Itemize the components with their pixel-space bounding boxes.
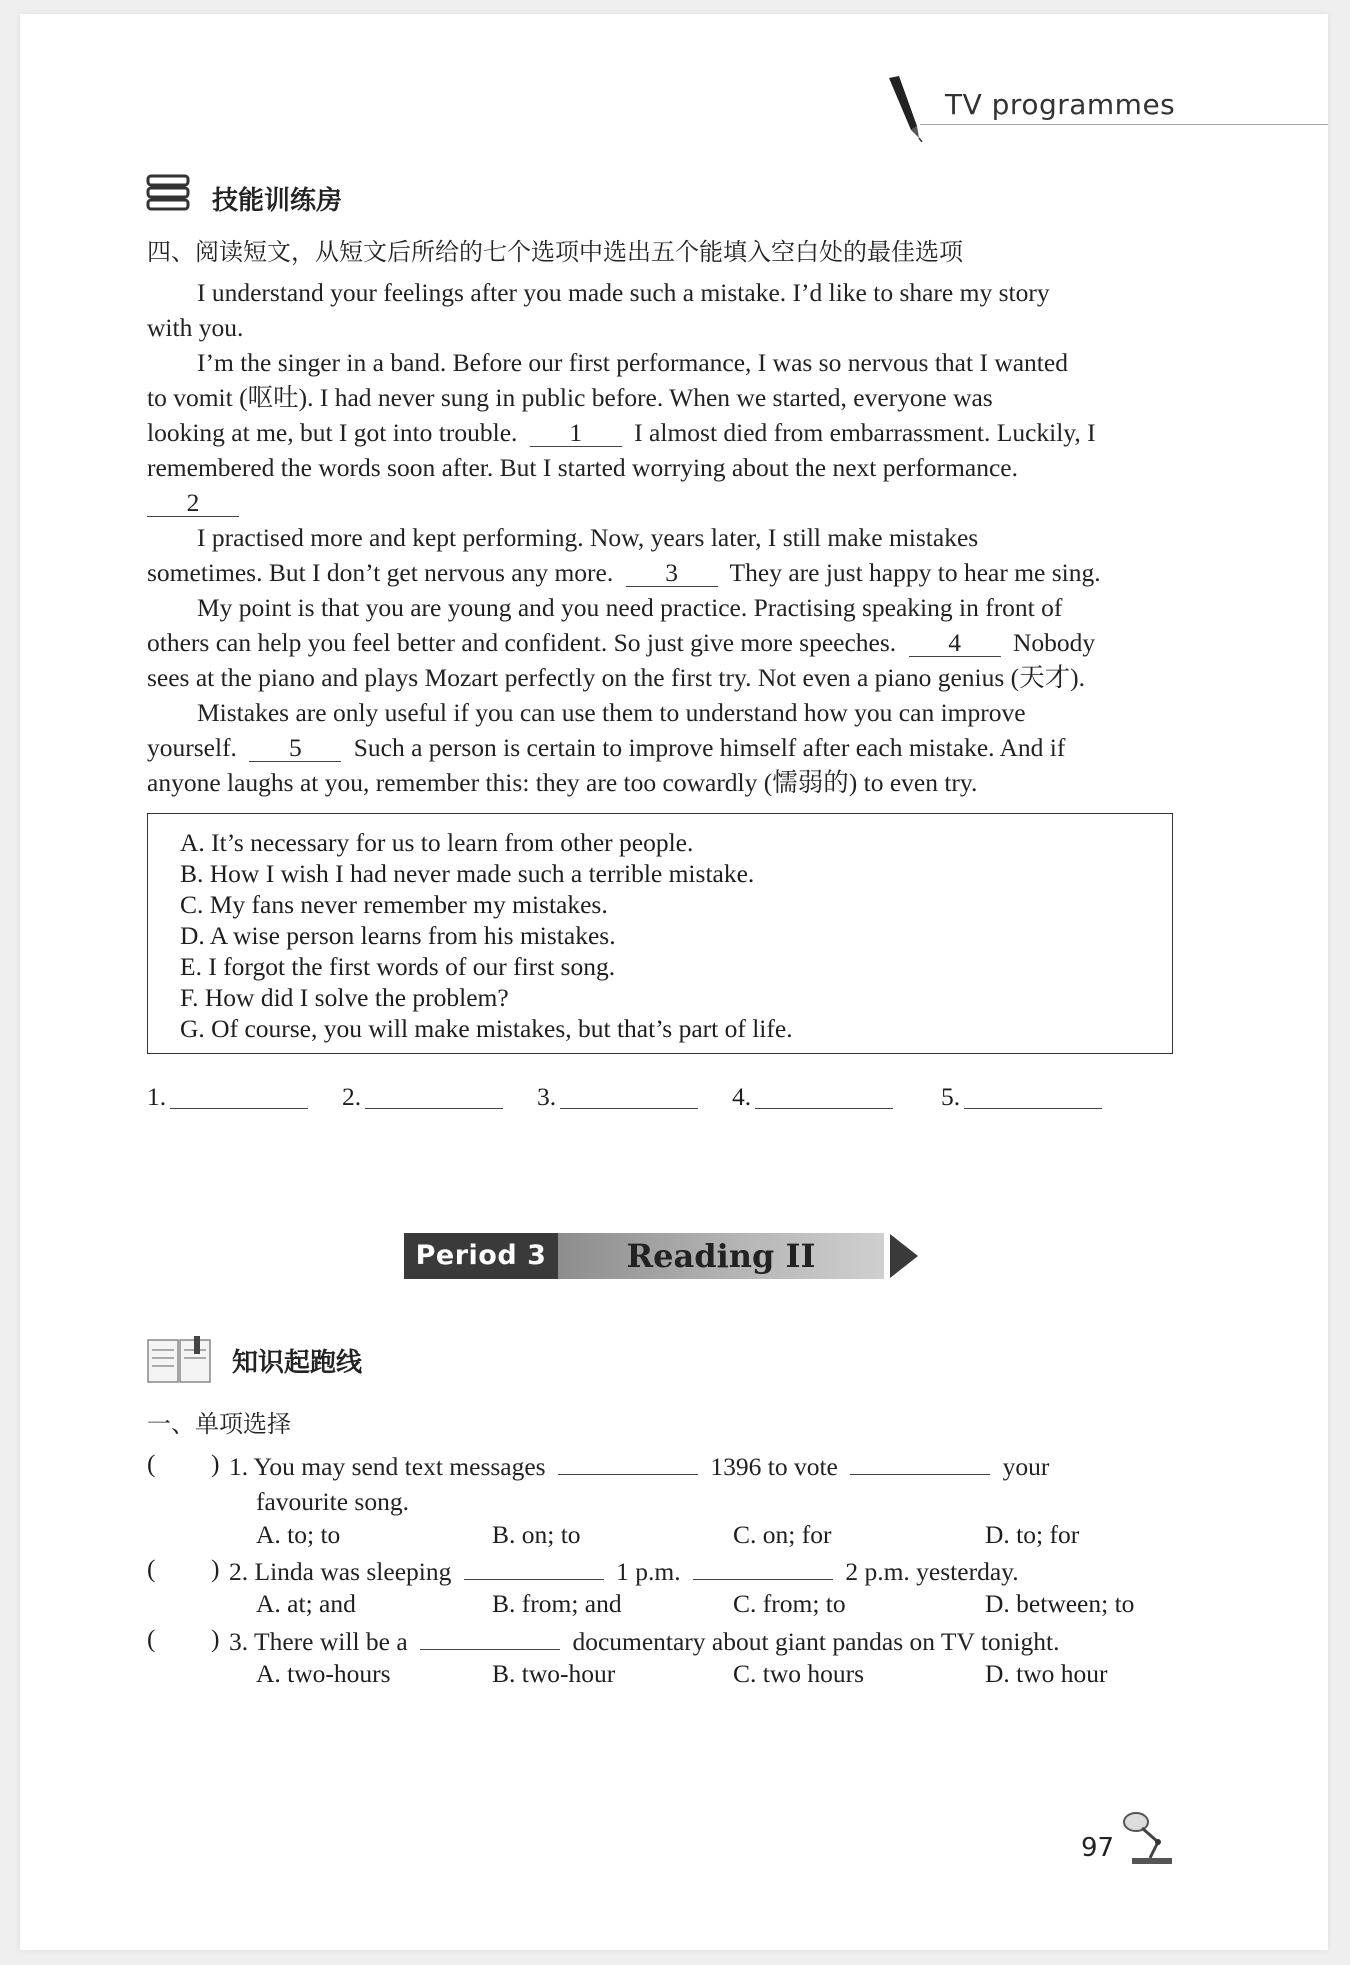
option-d: D. A wise person learns from his mistakes. <box>180 921 616 950</box>
option-a: A. It’s necessary for us to learn from other people. <box>180 828 694 857</box>
answer-slot-2[interactable] <box>342 1082 503 1112</box>
section-title-knowledge: 知识起跑线 <box>232 1348 363 1378</box>
choice-c: C. on; for <box>733 1520 832 1549</box>
choice-d: D. to; for <box>985 1520 1080 1549</box>
answer-line[interactable] <box>365 1108 503 1109</box>
option-b: B. How I wish I had never made such a terrible mistake. <box>180 859 755 888</box>
choice-a: A. to; to <box>256 1520 341 1549</box>
answer-line[interactable] <box>755 1108 893 1109</box>
open-book-icon <box>146 1336 212 1386</box>
book-stack-icon <box>146 174 192 212</box>
choice-d: D. two hour <box>985 1659 1108 1688</box>
passage-line: I practised more and kept performing. Now, years later, I still make mistakes <box>197 523 979 552</box>
choice-b: B. two-hour <box>492 1659 616 1688</box>
passage-line <box>147 555 1177 590</box>
question-stem <box>229 1449 1109 1484</box>
choice-b: B. on; to <box>492 1520 581 1549</box>
stem-blank[interactable] <box>464 1579 604 1580</box>
answer-label: 1. <box>147 1082 167 1111</box>
question-1 <box>229 1449 1109 1519</box>
answer-slot-3[interactable] <box>537 1082 698 1112</box>
answer-paren-close: ) <box>211 1624 220 1653</box>
stem-text: documentary about giant pandas on TV tonight. <box>572 1627 1060 1656</box>
passage-line: remembered the words soon after. But I started worrying about the next performance. <box>147 453 1018 482</box>
passage-text: They are just happy to hear me sing. <box>729 558 1101 587</box>
stem-text: 3. There will be a <box>229 1627 408 1656</box>
task-instruction: 四、阅读短文，从短文后所给的七个选项中选出五个能填入空白处的最佳选项 <box>147 238 963 266</box>
answer-paren-open: ( <box>147 1449 156 1478</box>
passage-text: yourself. <box>147 733 237 762</box>
passage-line: anyone laughs at you, remember this: they are too cowardly (懦弱的) to even try. <box>147 768 978 797</box>
period-title: Reading II <box>558 1233 884 1279</box>
passage-text: sometimes. But I don’t get nervous any more. <box>147 558 614 587</box>
answer-paren-open: ( <box>147 1554 156 1583</box>
desk-lamp-icon <box>1118 1808 1176 1866</box>
passage-line: with you. <box>147 313 244 342</box>
answer-line[interactable] <box>170 1108 308 1109</box>
stem-text: 1. You may send text messages <box>229 1452 546 1481</box>
answer-label: 5. <box>941 1082 961 1111</box>
passage-line: Mistakes are only useful if you can use them to understand how you can improve <box>197 698 1026 727</box>
answer-paren-close: ) <box>211 1554 220 1583</box>
blank-1[interactable]: 1 <box>530 420 622 447</box>
option-e: E. I forgot the first words of our first song. <box>180 952 616 981</box>
answer-line[interactable] <box>964 1108 1102 1109</box>
stem-blank[interactable] <box>558 1474 698 1475</box>
option-g: G. Of course, you will make mistakes, but that’s part of life. <box>180 1014 793 1043</box>
stem-text: 1396 to vote <box>710 1452 838 1481</box>
choice-c: C. from; to <box>733 1589 846 1618</box>
stem-text: 1 p.m. <box>616 1557 681 1586</box>
passage-line <box>147 415 1177 450</box>
choice-b: B. from; and <box>492 1589 622 1618</box>
question-stem <box>229 1624 1129 1659</box>
answer-slot-5[interactable] <box>941 1082 1102 1112</box>
passage-line: I understand your feelings after you made such a mistake. I’d like to share my story <box>197 278 1050 307</box>
header-title: TV programmes <box>945 88 1176 121</box>
question-3 <box>229 1624 1129 1659</box>
blank-5[interactable]: 5 <box>249 735 341 762</box>
passage-text: others can help you feel better and confident. So just give more speeches. <box>147 628 897 657</box>
passage-line: to vomit (呕吐). I had never sung in public before. When we started, everyone was <box>147 383 993 412</box>
answer-label: 4. <box>732 1082 752 1111</box>
passage-line: I’m the singer in a band. Before our first performance, I was so nervous that I wanted <box>197 348 1068 377</box>
question-2 <box>229 1554 1129 1589</box>
question-stem <box>229 1554 1129 1589</box>
choice-a: A. at; and <box>256 1589 356 1618</box>
choice-c: C. two hours <box>733 1659 865 1688</box>
answer-label: 2. <box>342 1082 362 1111</box>
passage-text: Nobody <box>1012 628 1096 657</box>
passage-line <box>147 730 1177 765</box>
stem-text: your <box>1002 1452 1050 1481</box>
blank-2[interactable]: 2 <box>147 490 239 517</box>
section-title-skills: 技能训练房 <box>212 186 343 216</box>
stem-blank[interactable] <box>693 1579 833 1580</box>
passage-line: sees at the piano and plays Mozart perfectly on the first try. Not even a piano genius (天才). <box>147 663 1086 692</box>
passage-line <box>147 625 1177 660</box>
passage <box>147 275 1177 800</box>
passage-text: I almost died from embarrassment. Luckily, I <box>634 418 1096 447</box>
answer-label: 3. <box>537 1082 557 1111</box>
stem-blank[interactable] <box>850 1474 990 1475</box>
choice-d: D. between; to <box>985 1589 1135 1618</box>
passage-text: looking at me, but I got into trouble. <box>147 418 518 447</box>
passage-text: Such a person is certain to improve himself after each mistake. And if <box>353 733 1066 762</box>
passage-line <box>147 485 1177 520</box>
passage-line: My point is that you are young and you need practice. Practising speaking in front of <box>197 593 1063 622</box>
page-number: 97 <box>1081 1833 1115 1863</box>
choice-a: A. two-hours <box>256 1659 391 1688</box>
answer-paren-open: ( <box>147 1624 156 1653</box>
task-single-choice: 一、单项选择 <box>147 1410 291 1438</box>
stem-blank[interactable] <box>420 1649 560 1650</box>
stem-text: favourite song. <box>256 1487 409 1516</box>
answer-line[interactable] <box>560 1108 698 1109</box>
answer-slot-1[interactable] <box>147 1082 308 1112</box>
answer-slot-4[interactable] <box>732 1082 893 1112</box>
answer-paren-close: ) <box>211 1449 220 1478</box>
pen-icon <box>885 76 925 142</box>
option-c: C. My fans never remember my mistakes. <box>180 890 608 919</box>
period-label: Period 3 <box>404 1233 558 1279</box>
blank-3[interactable]: 3 <box>626 560 718 587</box>
triangle-arrow-icon <box>888 1232 920 1280</box>
stem-text: 2. Linda was sleeping <box>229 1557 452 1586</box>
option-f: F. How did I solve the problem? <box>180 983 509 1012</box>
blank-4[interactable]: 4 <box>909 630 1001 657</box>
header-rule <box>920 124 1328 125</box>
stem-text: 2 p.m. yesterday. <box>845 1557 1019 1586</box>
